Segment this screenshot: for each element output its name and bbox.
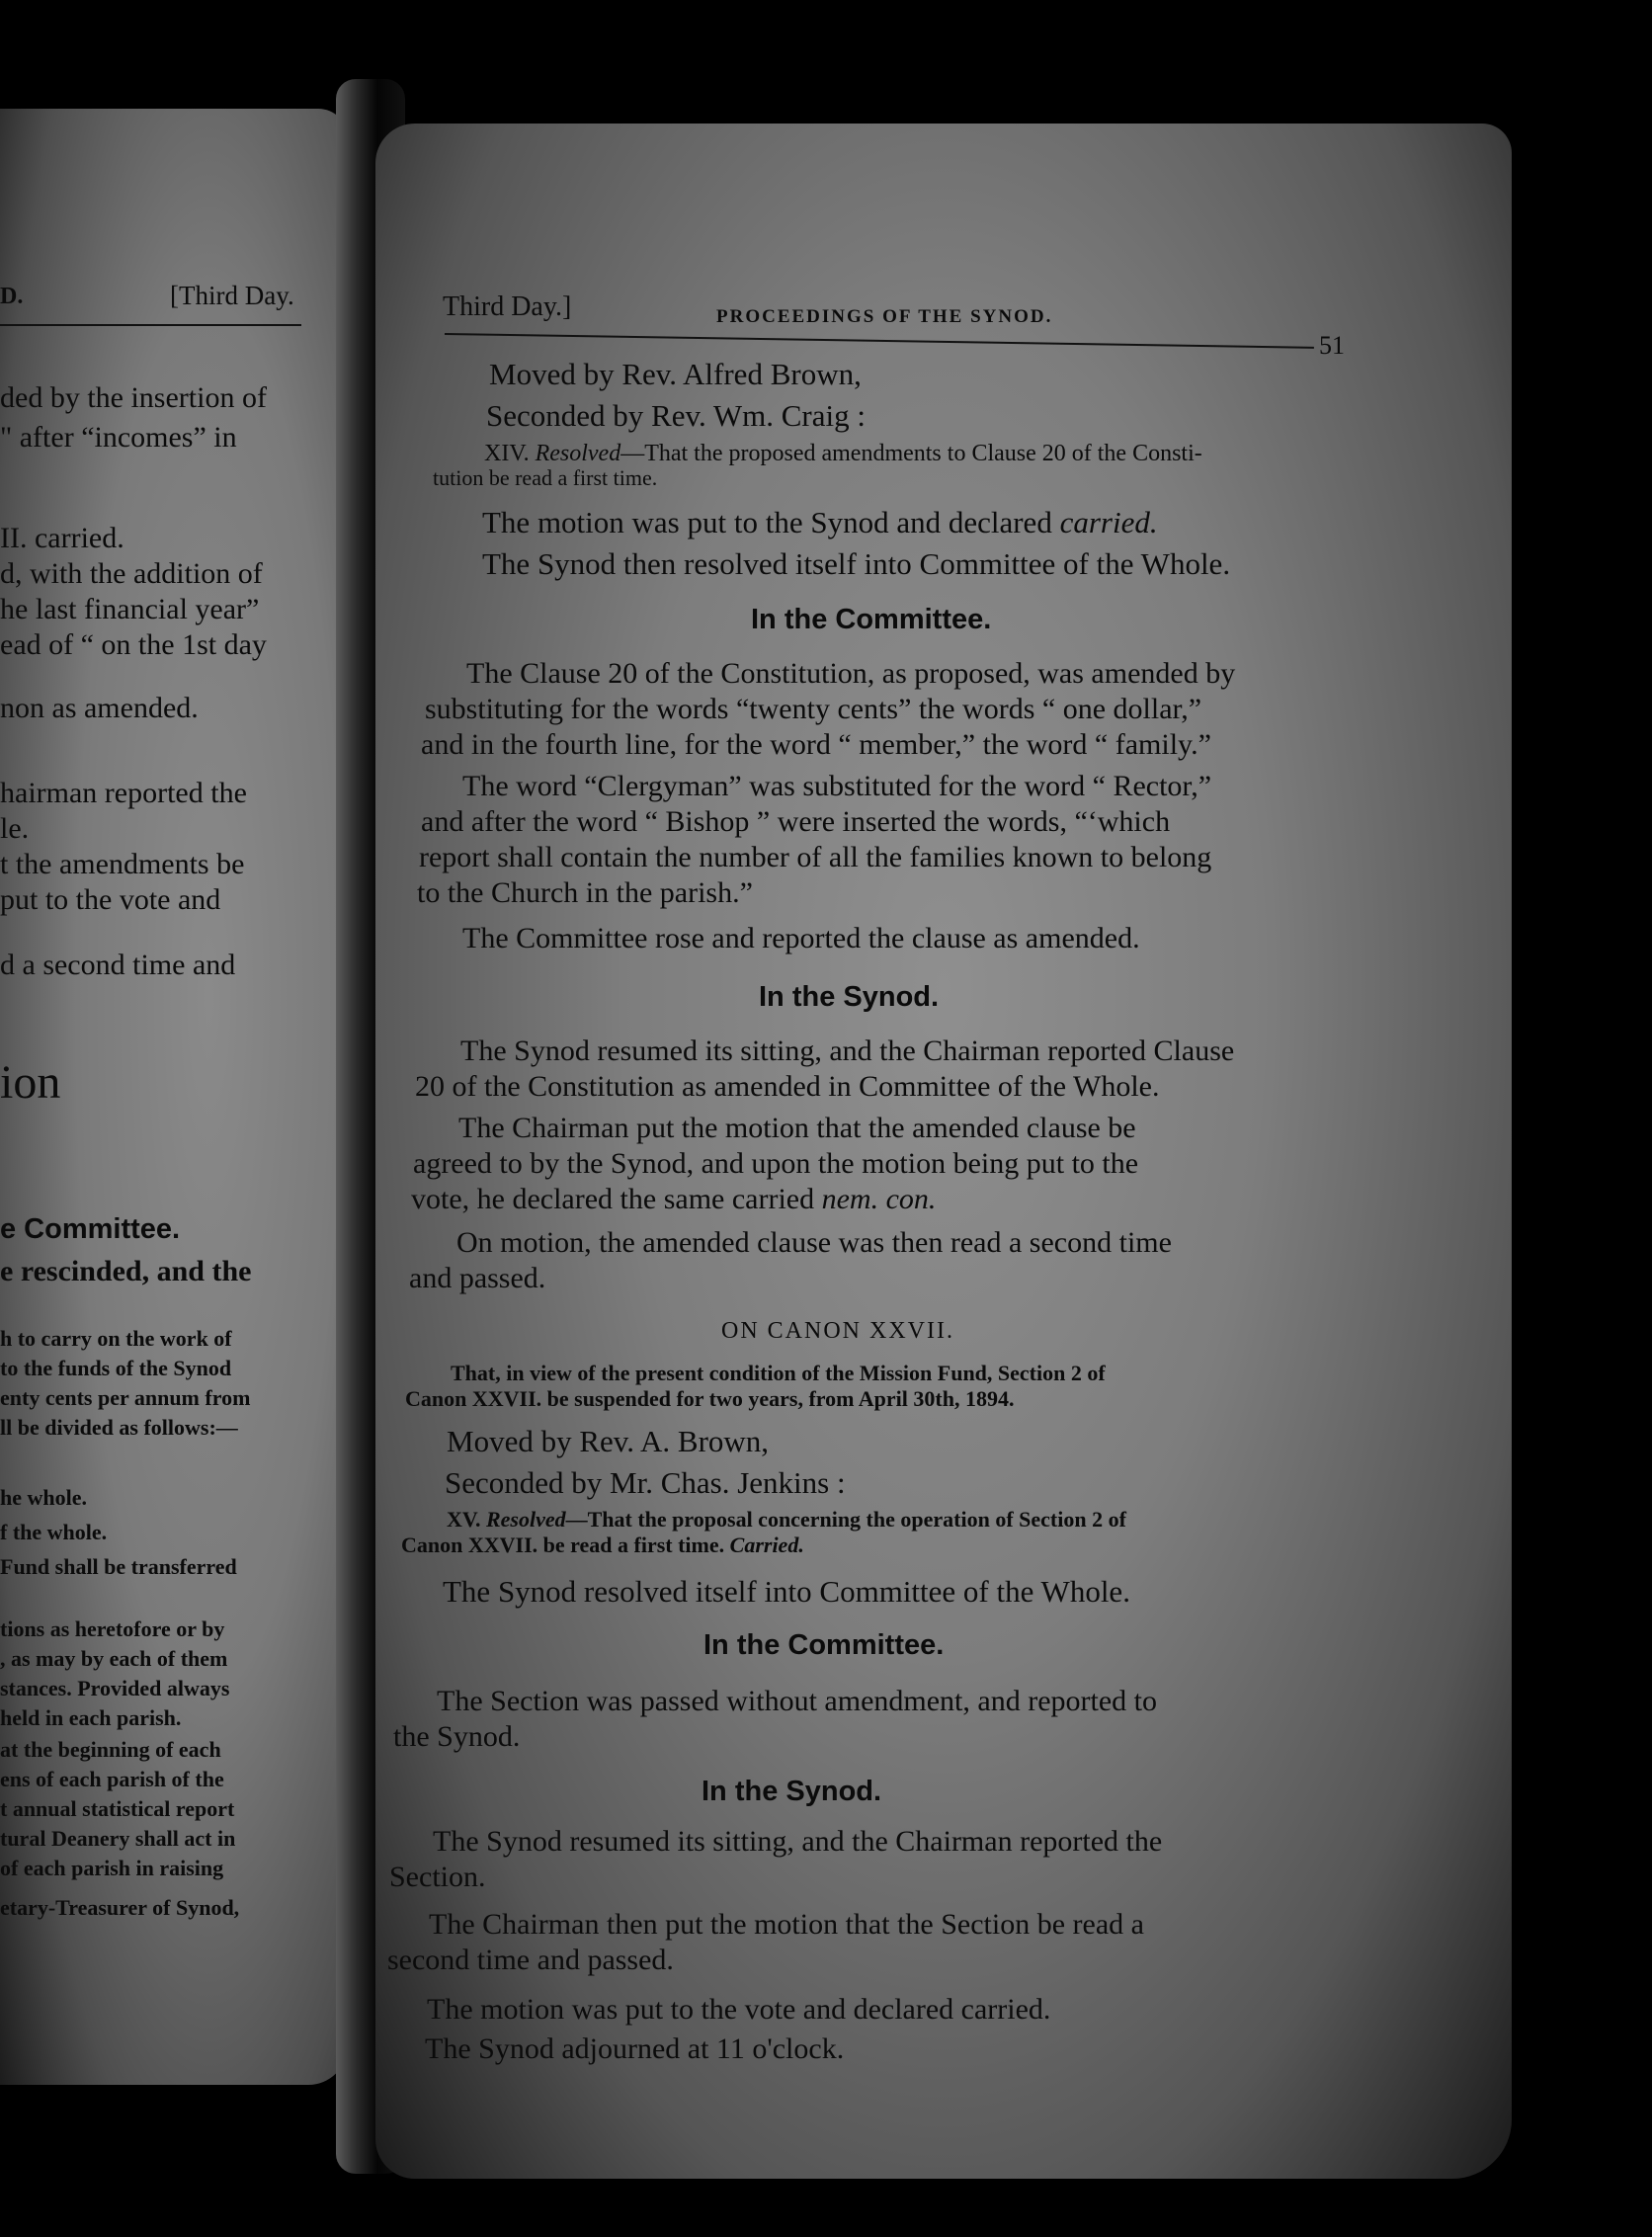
- resolution-label: Resolved: [485, 1507, 566, 1532]
- left-line: " after “incomes” in: [0, 421, 237, 454]
- left-page: [0, 109, 348, 2085]
- body-line: agreed to by the Synod, and upon the motion being put to the: [413, 1147, 1139, 1180]
- left-section-heading: ion: [0, 1056, 61, 1109]
- left-line: e rescinded, and the: [0, 1255, 252, 1287]
- resolution-line: [484, 442, 1202, 465]
- left-line: put to the vote and: [0, 883, 221, 916]
- body-line: The Synod then resolved itself into Committee of the Whole.: [482, 546, 1231, 581]
- section-heading: In the Committee.: [703, 1629, 945, 1661]
- motion-text: The motion was put to the Synod and declared: [482, 505, 1052, 539]
- motion-result: carried.: [1059, 505, 1158, 539]
- left-header-rule: [0, 324, 301, 326]
- body-line: The Chairman then put the motion that the Section be read a: [429, 1908, 1144, 1941]
- left-line: non as amended.: [0, 692, 199, 724]
- left-line: at the beginning of each: [0, 1737, 221, 1762]
- body-line: The Synod resolved itself into Committee of the Whole.: [443, 1574, 1130, 1609]
- left-line: f the whole.: [0, 1520, 108, 1544]
- left-line: t the amendments be: [0, 848, 245, 880]
- left-line: of each parish in raising: [0, 1856, 224, 1880]
- body-line: The word “Clergyman” was substituted for the word “ Rector,”: [462, 770, 1212, 802]
- body-line: substituting for the words “twenty cents” the words “ one dollar,”: [425, 693, 1202, 725]
- left-line: le.: [0, 812, 30, 845]
- body-line: 20 of the Constitution as amended in Committee of the Whole.: [415, 1070, 1160, 1103]
- resolution-number: XV.: [447, 1507, 481, 1532]
- body-line: The Synod resumed its sitting, and the Chairman reported Clause: [460, 1035, 1235, 1067]
- body-line: [482, 507, 1158, 538]
- canon-text-line: That, in view of the present condition of the Mission Fund, Section 2 of: [451, 1361, 1106, 1385]
- left-line: tions as heretofore or by: [0, 1616, 225, 1641]
- left-line: t annual statistical report: [0, 1796, 235, 1821]
- left-line: he last financial year”: [0, 593, 260, 625]
- left-line: stances. Provided always: [0, 1676, 230, 1700]
- page-number: 51: [1319, 331, 1345, 360]
- vote-text: vote, he declared the same carried: [411, 1183, 815, 1215]
- left-header-day: [Third Day.: [170, 281, 294, 310]
- body-line: The Synod resumed its sitting, and the Chairman reported the: [433, 1825, 1163, 1858]
- resolution-text: Canon XXVII. be read a first time.: [401, 1533, 725, 1557]
- body-line: second time and passed.: [387, 1944, 674, 1976]
- right-page: [375, 124, 1512, 2179]
- resolution-text: —That the proposal concerning the operation of Section 2 of: [565, 1507, 1126, 1532]
- body-line: Section.: [389, 1861, 486, 1893]
- running-head-title: PROCEEDINGS OF THE SYNOD.: [716, 306, 1053, 327]
- body-line: report shall contain the number of all the families known to belong: [419, 841, 1212, 873]
- section-heading: In the Synod.: [702, 1776, 882, 1807]
- left-line: d a second time and: [0, 949, 236, 981]
- left-line: he whole.: [0, 1485, 87, 1510]
- left-line: tural Deanery shall act in: [0, 1826, 236, 1851]
- body-line: and passed.: [409, 1262, 546, 1294]
- resolution-line: tution be read a first time.: [433, 465, 658, 490]
- left-subheading: e Committee.: [0, 1213, 181, 1245]
- left-line: II. carried.: [0, 522, 124, 554]
- body-line: The Clause 20 of the Constitution, as proposed, was amended by: [466, 657, 1236, 690]
- left-line: ead of “ on the 1st day: [0, 628, 267, 661]
- body-line: Moved by Rev. Alfred Brown,: [489, 357, 862, 391]
- resolution-label: Resolved: [535, 441, 621, 466]
- running-head-rule: [445, 333, 1314, 349]
- body-line: Seconded by Mr. Chas. Jenkins :: [445, 1465, 846, 1500]
- body-line: to the Church in the parish.”: [417, 876, 753, 909]
- resolution-line: [401, 1534, 804, 1556]
- left-line: held in each parish.: [0, 1705, 182, 1730]
- resolution-result: Carried.: [729, 1533, 804, 1557]
- left-line: enty cents per annum from: [0, 1385, 251, 1410]
- body-line: the Synod.: [393, 1720, 521, 1753]
- canon-text-line: Canon XXVII. be suspended for two years, from April 30th, 1894.: [405, 1386, 1015, 1411]
- left-line: ll be divided as follows:—: [0, 1415, 238, 1440]
- body-line: The Section was passed without amendment, and reported to: [437, 1685, 1157, 1717]
- section-heading: In the Synod.: [759, 981, 940, 1013]
- left-line: ens of each parish of the: [0, 1767, 224, 1791]
- left-line: , as may by each of them: [0, 1646, 228, 1671]
- body-line: The Synod adjourned at 11 o'clock.: [425, 2032, 845, 2065]
- body-line: The Committee rose and reported the clause as amended.: [462, 922, 1140, 954]
- left-line: d, with the addition of: [0, 557, 263, 590]
- body-line: The motion was put to the vote and declared carried.: [427, 1993, 1051, 2026]
- canon-heading: ON CANON XXVII.: [721, 1318, 954, 1344]
- body-line: On motion, the amended clause was then read a second time: [456, 1226, 1172, 1259]
- vote-result: nem. con.: [821, 1183, 937, 1215]
- left-line: hairman reported the: [0, 777, 247, 809]
- running-head-day: Third Day.]: [443, 291, 572, 322]
- resolution-line: [447, 1509, 1126, 1531]
- body-line: Seconded by Rev. Wm. Craig :: [486, 398, 866, 433]
- body-line: Moved by Rev. A. Brown,: [447, 1424, 770, 1458]
- left-line: to the funds of the Synod: [0, 1356, 232, 1380]
- left-header-fragment: D.: [0, 284, 24, 309]
- resolution-text: —That the proposed amendments to Clause 20 of the Consti-: [620, 441, 1202, 466]
- resolution-number: XIV.: [484, 441, 530, 466]
- left-line: h to carry on the work of: [0, 1326, 232, 1351]
- section-heading: In the Committee.: [751, 604, 992, 635]
- body-line: The Chairman put the motion that the amended clause be: [458, 1112, 1136, 1144]
- body-line: and after the word “ Bishop ” were inserted the words, “‘which: [421, 805, 1171, 838]
- body-line: [411, 1185, 936, 1214]
- left-line: ded by the insertion of: [0, 381, 267, 414]
- left-line: etary-Treasurer of Synod,: [0, 1895, 240, 1920]
- left-line: Fund shall be transferred: [0, 1554, 237, 1579]
- body-line: and in the fourth line, for the word “ member,” the word “ family.”: [421, 728, 1211, 761]
